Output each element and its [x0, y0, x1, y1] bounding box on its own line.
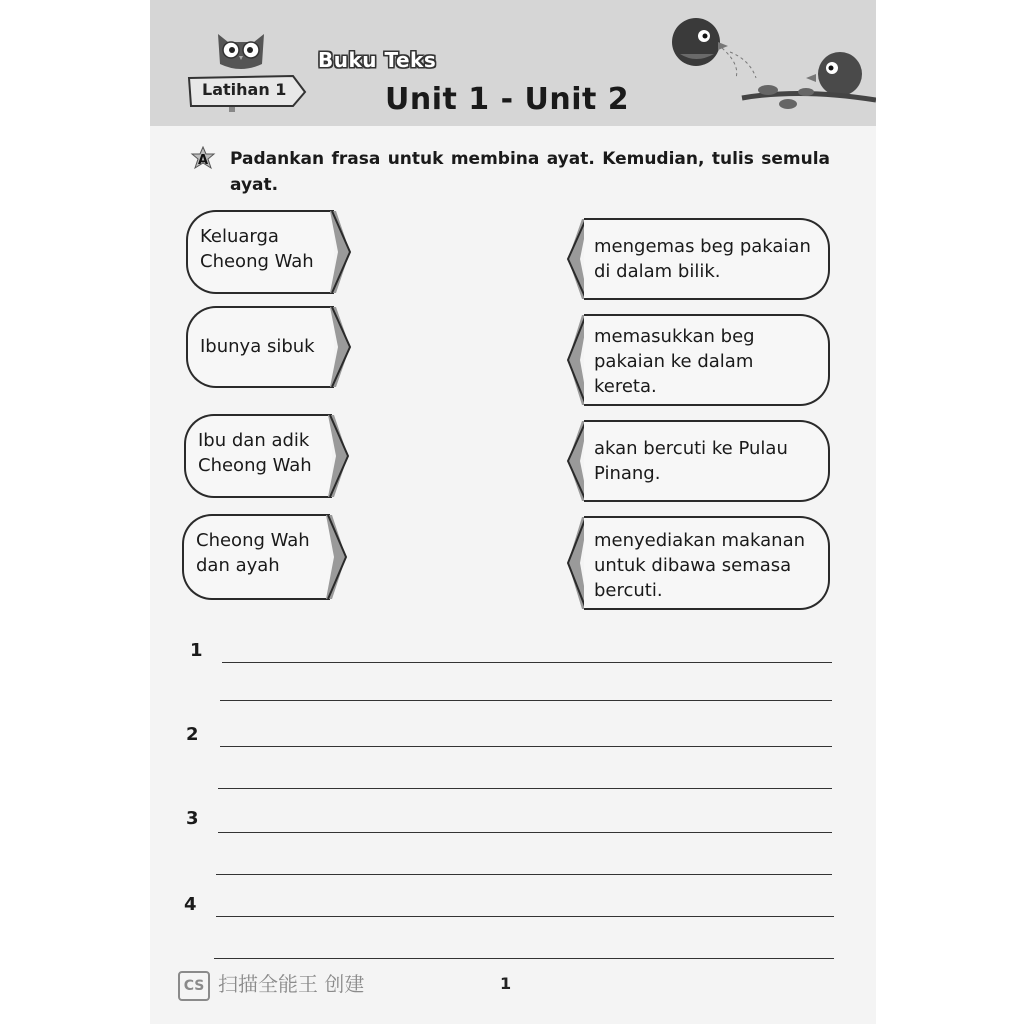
right-phrase-2-line-1: memasukkan beg: [594, 326, 755, 347]
section-a-badge-icon: [190, 146, 216, 172]
watermark-text: 扫描全能王 创建: [218, 972, 365, 996]
left-phrase-1[interactable]: [186, 210, 334, 294]
page-number: 1: [500, 974, 512, 993]
birds-on-branch-icon: [660, 8, 876, 126]
right-phrase-4-line-3: bercuti.: [594, 580, 663, 601]
left-phrase-3-line-1: Ibu dan adik: [198, 430, 310, 451]
right-phrase-3-line-2: Pinang.: [594, 463, 661, 484]
left-phrase-1-arrow-icon: [330, 210, 352, 294]
answer-line-4a[interactable]: [216, 916, 834, 917]
answer-line-3b[interactable]: [216, 874, 832, 875]
camscanner-logo-icon: CS: [178, 971, 210, 1001]
answer-line-4b[interactable]: [214, 958, 834, 959]
left-phrase-3-line-2: Cheong Wah: [198, 455, 312, 476]
right-phrase-2[interactable]: [584, 314, 830, 406]
left-phrase-3-arrow-icon: [328, 414, 350, 498]
scanner-watermark: [178, 968, 364, 1001]
answer-number-4: 4: [184, 894, 197, 915]
left-margin: [0, 0, 150, 1024]
left-phrase-4-line-1: Cheong Wah: [196, 530, 310, 551]
left-phrase-3[interactable]: [184, 414, 332, 498]
answer-line-2b[interactable]: [218, 788, 832, 789]
answer-number-3: 3: [186, 808, 199, 829]
answer-number-1: 1: [190, 640, 203, 661]
left-phrase-2-line-1: Ibunya sibuk: [200, 336, 315, 357]
right-phrase-3[interactable]: [584, 420, 830, 502]
left-phrase-4-arrow-icon: [326, 514, 348, 600]
answer-line-3a[interactable]: [218, 832, 832, 833]
left-phrase-4[interactable]: [182, 514, 330, 600]
exercise-label: Latihan 1: [202, 80, 287, 99]
textbook-ribbon-title: Buku Teks: [318, 48, 437, 72]
right-phrase-4-line-1: menyediakan makanan: [594, 530, 806, 551]
answer-line-2a[interactable]: [220, 746, 832, 747]
right-margin: [876, 0, 1024, 1024]
right-phrase-4-line-2: untuk dibawa semasa: [594, 555, 792, 576]
right-phrase-2-line-3: kereta.: [594, 376, 657, 397]
left-phrase-1-line-1: Keluarga: [200, 226, 279, 247]
right-phrase-3-line-1: akan bercuti ke Pulau: [594, 438, 788, 459]
right-phrase-1[interactable]: [584, 218, 830, 300]
right-phrase-2-line-2: pakaian ke dalam: [594, 351, 754, 372]
owl-icon: [212, 28, 270, 74]
right-phrase-1-line-1: mengemas beg pakaian: [594, 236, 811, 257]
answer-line-1a[interactable]: [222, 662, 832, 663]
left-phrase-2[interactable]: [186, 306, 334, 388]
left-phrase-1-line-2: Cheong Wah: [200, 251, 314, 272]
answer-line-1b[interactable]: [220, 700, 832, 701]
left-phrase-2-arrow-icon: [330, 306, 352, 388]
right-phrase-1-line-2: di dalam bilik.: [594, 261, 721, 282]
right-phrase-4[interactable]: [584, 516, 830, 610]
section-a-badge-label: A: [197, 153, 209, 168]
answer-number-2: 2: [186, 724, 199, 745]
instruction-text: Padankan frasa untuk membina ayat. Kemudian, tulis semula ayat.: [230, 149, 830, 195]
left-phrase-4-line-2: dan ayah: [196, 555, 280, 576]
page-title: Unit 1 - Unit 2: [385, 82, 630, 117]
